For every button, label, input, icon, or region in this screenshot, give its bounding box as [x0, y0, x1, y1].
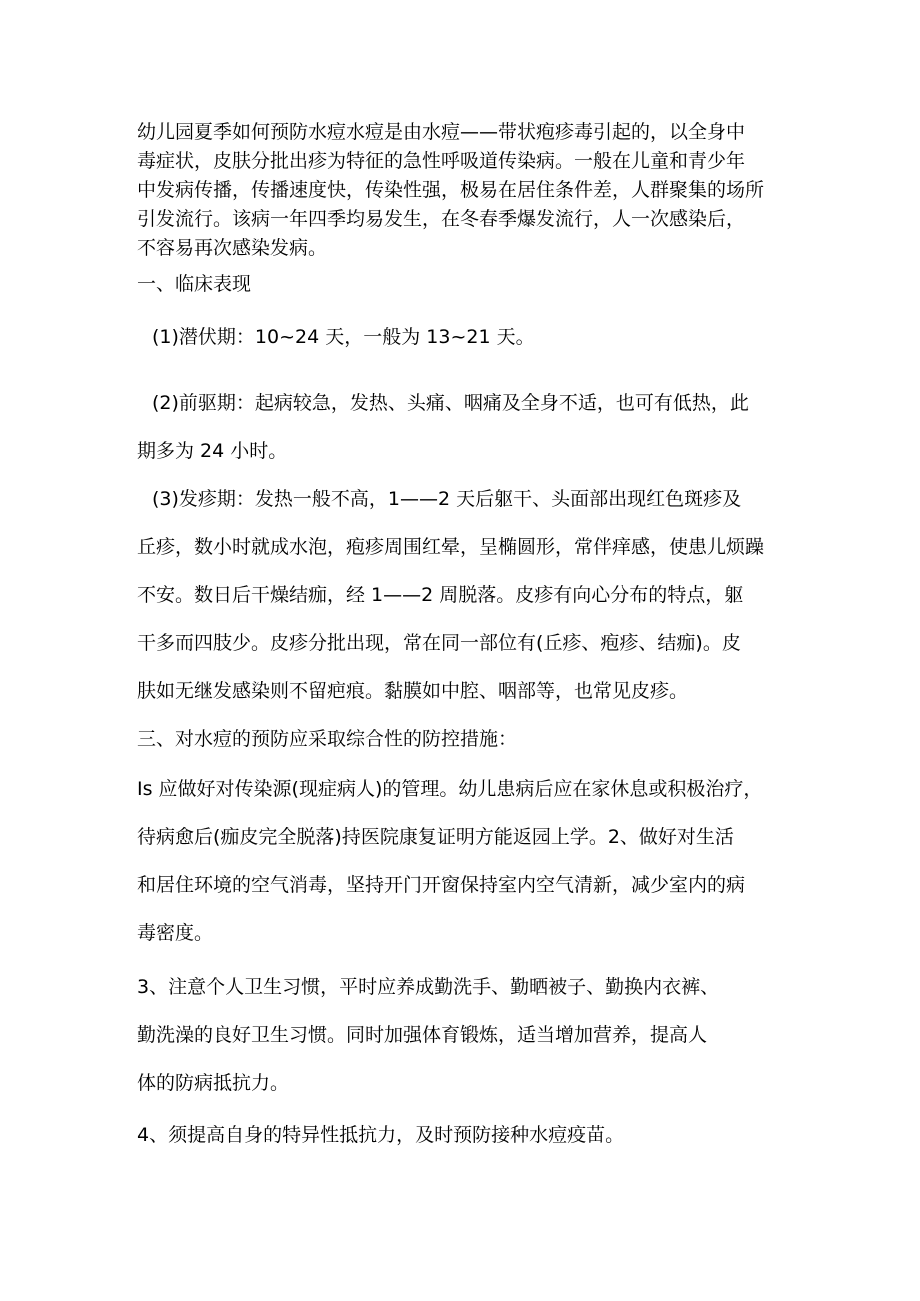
measure-vaccination: 4、须提高自身的特异性抵抗力，及时预防接种水痘疫苗。: [137, 1124, 625, 1146]
item-incubation: (1)潜伏期：10~24 天，一般为 13~21 天。: [152, 326, 535, 348]
intro-line: 不容易再次感染发病。: [137, 237, 328, 259]
measure-hygiene: 3、注意个人卫生习惯，平时应养成勤洗手、勤晒被子、勤换内衣裤、 勤洗澡的良好卫生习惯。同时加强体育锻炼，适当增加营养，提高人 体的防病抵抗力。: [137, 976, 720, 1094]
section-heading-prevention: 三、对水痘的预防应采取综合性的防控措施：: [137, 728, 518, 750]
intro-line: 引发流行。该病一年四季均易发生，在冬春季爆发流行，人一次感染后，: [137, 208, 746, 230]
measure-source-management: Is 应做好对传染源(现症病人)的管理。幼儿患病后应在家休息或积极治疗， 待病愈后(痂皮完全脱落)持医院康复证明方能返园上学。2、做好对生活 和居住环境的空气消毒，坚持开门开窗保持室内空气清新，减少室内的病 毒密度。: [137, 778, 763, 944]
item-eruption: (3)发疹期：发热一般不高，1——2 天后躯干、头面部出现红色斑疹及 丘疹，数小时就成水泡，疱疹周围红晕，呈椭圆形，常伴痒感，使患儿烦躁 不安。数日后干燥结痂，经 1——2 周脱落。皮疹有向心分布的特点，躯 干多而四肢少。皮疹分批出现，常在同一部位有(丘疹、疱疹、结痂)。皮 肤如无继发感染则不留疤痕。黏膜如中腔、咽部等，也常见皮疹。: [137, 488, 765, 702]
item-prodromal: (2)前驱期：起病较急，发热、头痛、咽痛及全身不适，也可有低热，此 期多为 24 小时。: [137, 392, 749, 462]
intro-paragraph: [137, 118, 787, 263]
section-heading-clinical: 一、临床表现: [137, 273, 252, 295]
intro-line: 中发病传播，传播速度快，传染性强，极易在居住条件差，人群聚集的场所: [137, 179, 765, 201]
intro-line: 幼儿园夏季如何预防水痘水痘是由水痘——带状疱疹毒引起的，以全身中: [137, 121, 746, 143]
intro-line: 毒症状，皮肤分批出疹为特征的急性呼吸道传染病。一般在儿童和青少年: [137, 150, 746, 172]
